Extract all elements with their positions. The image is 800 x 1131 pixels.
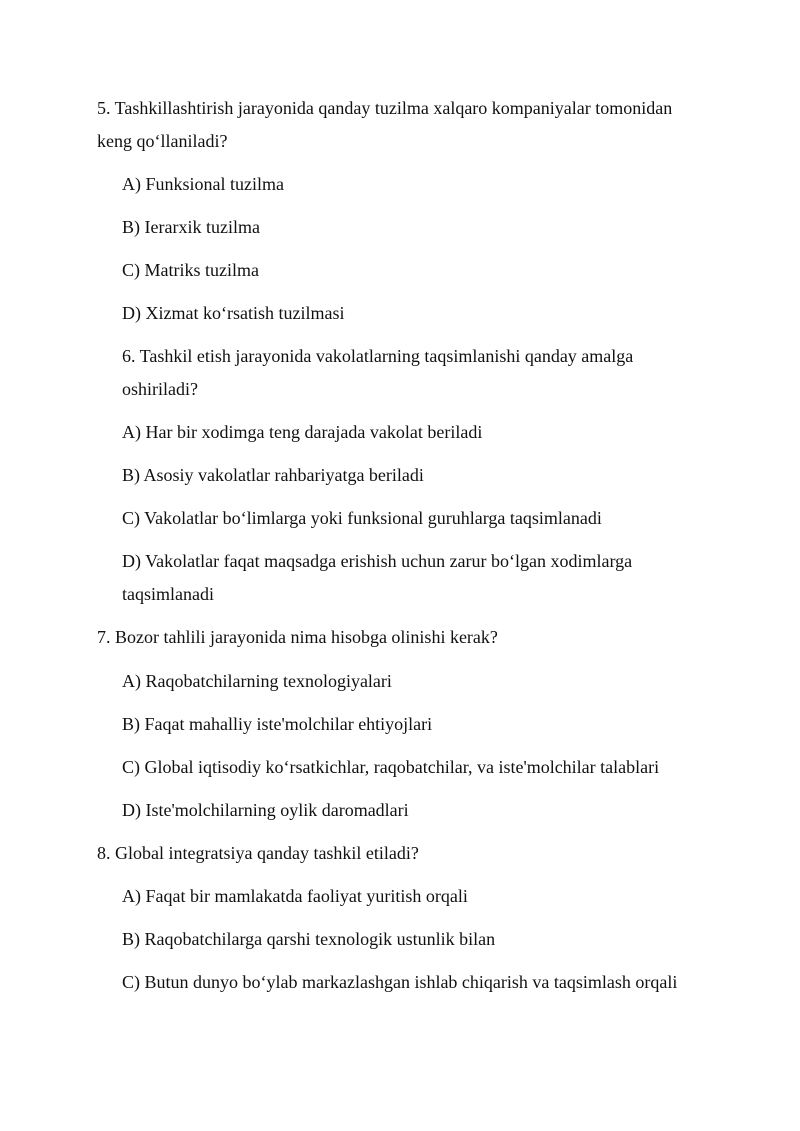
question-5-text-line-1: 5. Tashkillashtirish jarayonida qanday tuzilma xalqaro kompaniyalar tomonidan bbox=[97, 98, 673, 118]
question-7-text: 7. Bozor tahlili jarayonida nima hisobga olinishi kerak? bbox=[97, 627, 498, 647]
question-5-text-line-2: keng qo‘llaniladi? bbox=[97, 131, 228, 151]
question-7-option-a: A) Raqobatchilarning texnologiyalari bbox=[122, 671, 392, 691]
question-8-option-b: B) Raqobatchilarga qarshi texnologik ustunlik bilan bbox=[122, 929, 496, 949]
question-7-option-c: C) Global iqtisodiy ko‘rsatkichlar, raqobatchilar, va iste'molchilar talablari bbox=[122, 757, 660, 777]
question-6-option-d-line-2: taqsimlanadi bbox=[122, 584, 214, 604]
question-6-option-d-line-1: D) Vakolatlar faqat maqsadga erishish uchun zarur bo‘lgan xodimlarga bbox=[122, 551, 633, 571]
question-6-option-b: B) Asosiy vakolatlar rahbariyatga beriladi bbox=[122, 465, 424, 485]
question-8-text: 8. Global integratsiya qanday tashkil etiladi? bbox=[97, 843, 419, 863]
question-7-option-d: D) Iste'molchilarning oylik daromadlari bbox=[122, 800, 409, 820]
question-6-text-line-2: oshiriladi? bbox=[122, 379, 198, 399]
question-6-option-a: A) Har bir xodimga teng darajada vakolat beriladi bbox=[122, 422, 483, 442]
question-5-option-d: D) Xizmat ko‘rsatish tuzilmasi bbox=[122, 303, 345, 323]
question-8-option-c: C) Butun dunyo bo‘ylab markazlashgan ishlab chiqarish va taqsimlash orqali bbox=[122, 972, 678, 992]
question-8-option-a: A) Faqat bir mamlakatda faoliyat yuritish orqali bbox=[122, 886, 468, 906]
question-5-option-b: B) Ierarxik tuzilma bbox=[122, 217, 260, 237]
question-5-option-a: A) Funksional tuzilma bbox=[122, 174, 284, 194]
question-6-text-line-1: 6. Tashkil etish jarayonida vakolatlarning taqsimlanishi qanday amalga bbox=[122, 346, 634, 366]
question-6-option-c: C) Vakolatlar bo‘limlarga yoki funksional guruhlarga taqsimlanadi bbox=[122, 508, 602, 528]
question-5-option-c: C) Matriks tuzilma bbox=[122, 260, 259, 280]
question-7-option-b: B) Faqat mahalliy iste'molchilar ehtiyojlari bbox=[122, 714, 433, 734]
